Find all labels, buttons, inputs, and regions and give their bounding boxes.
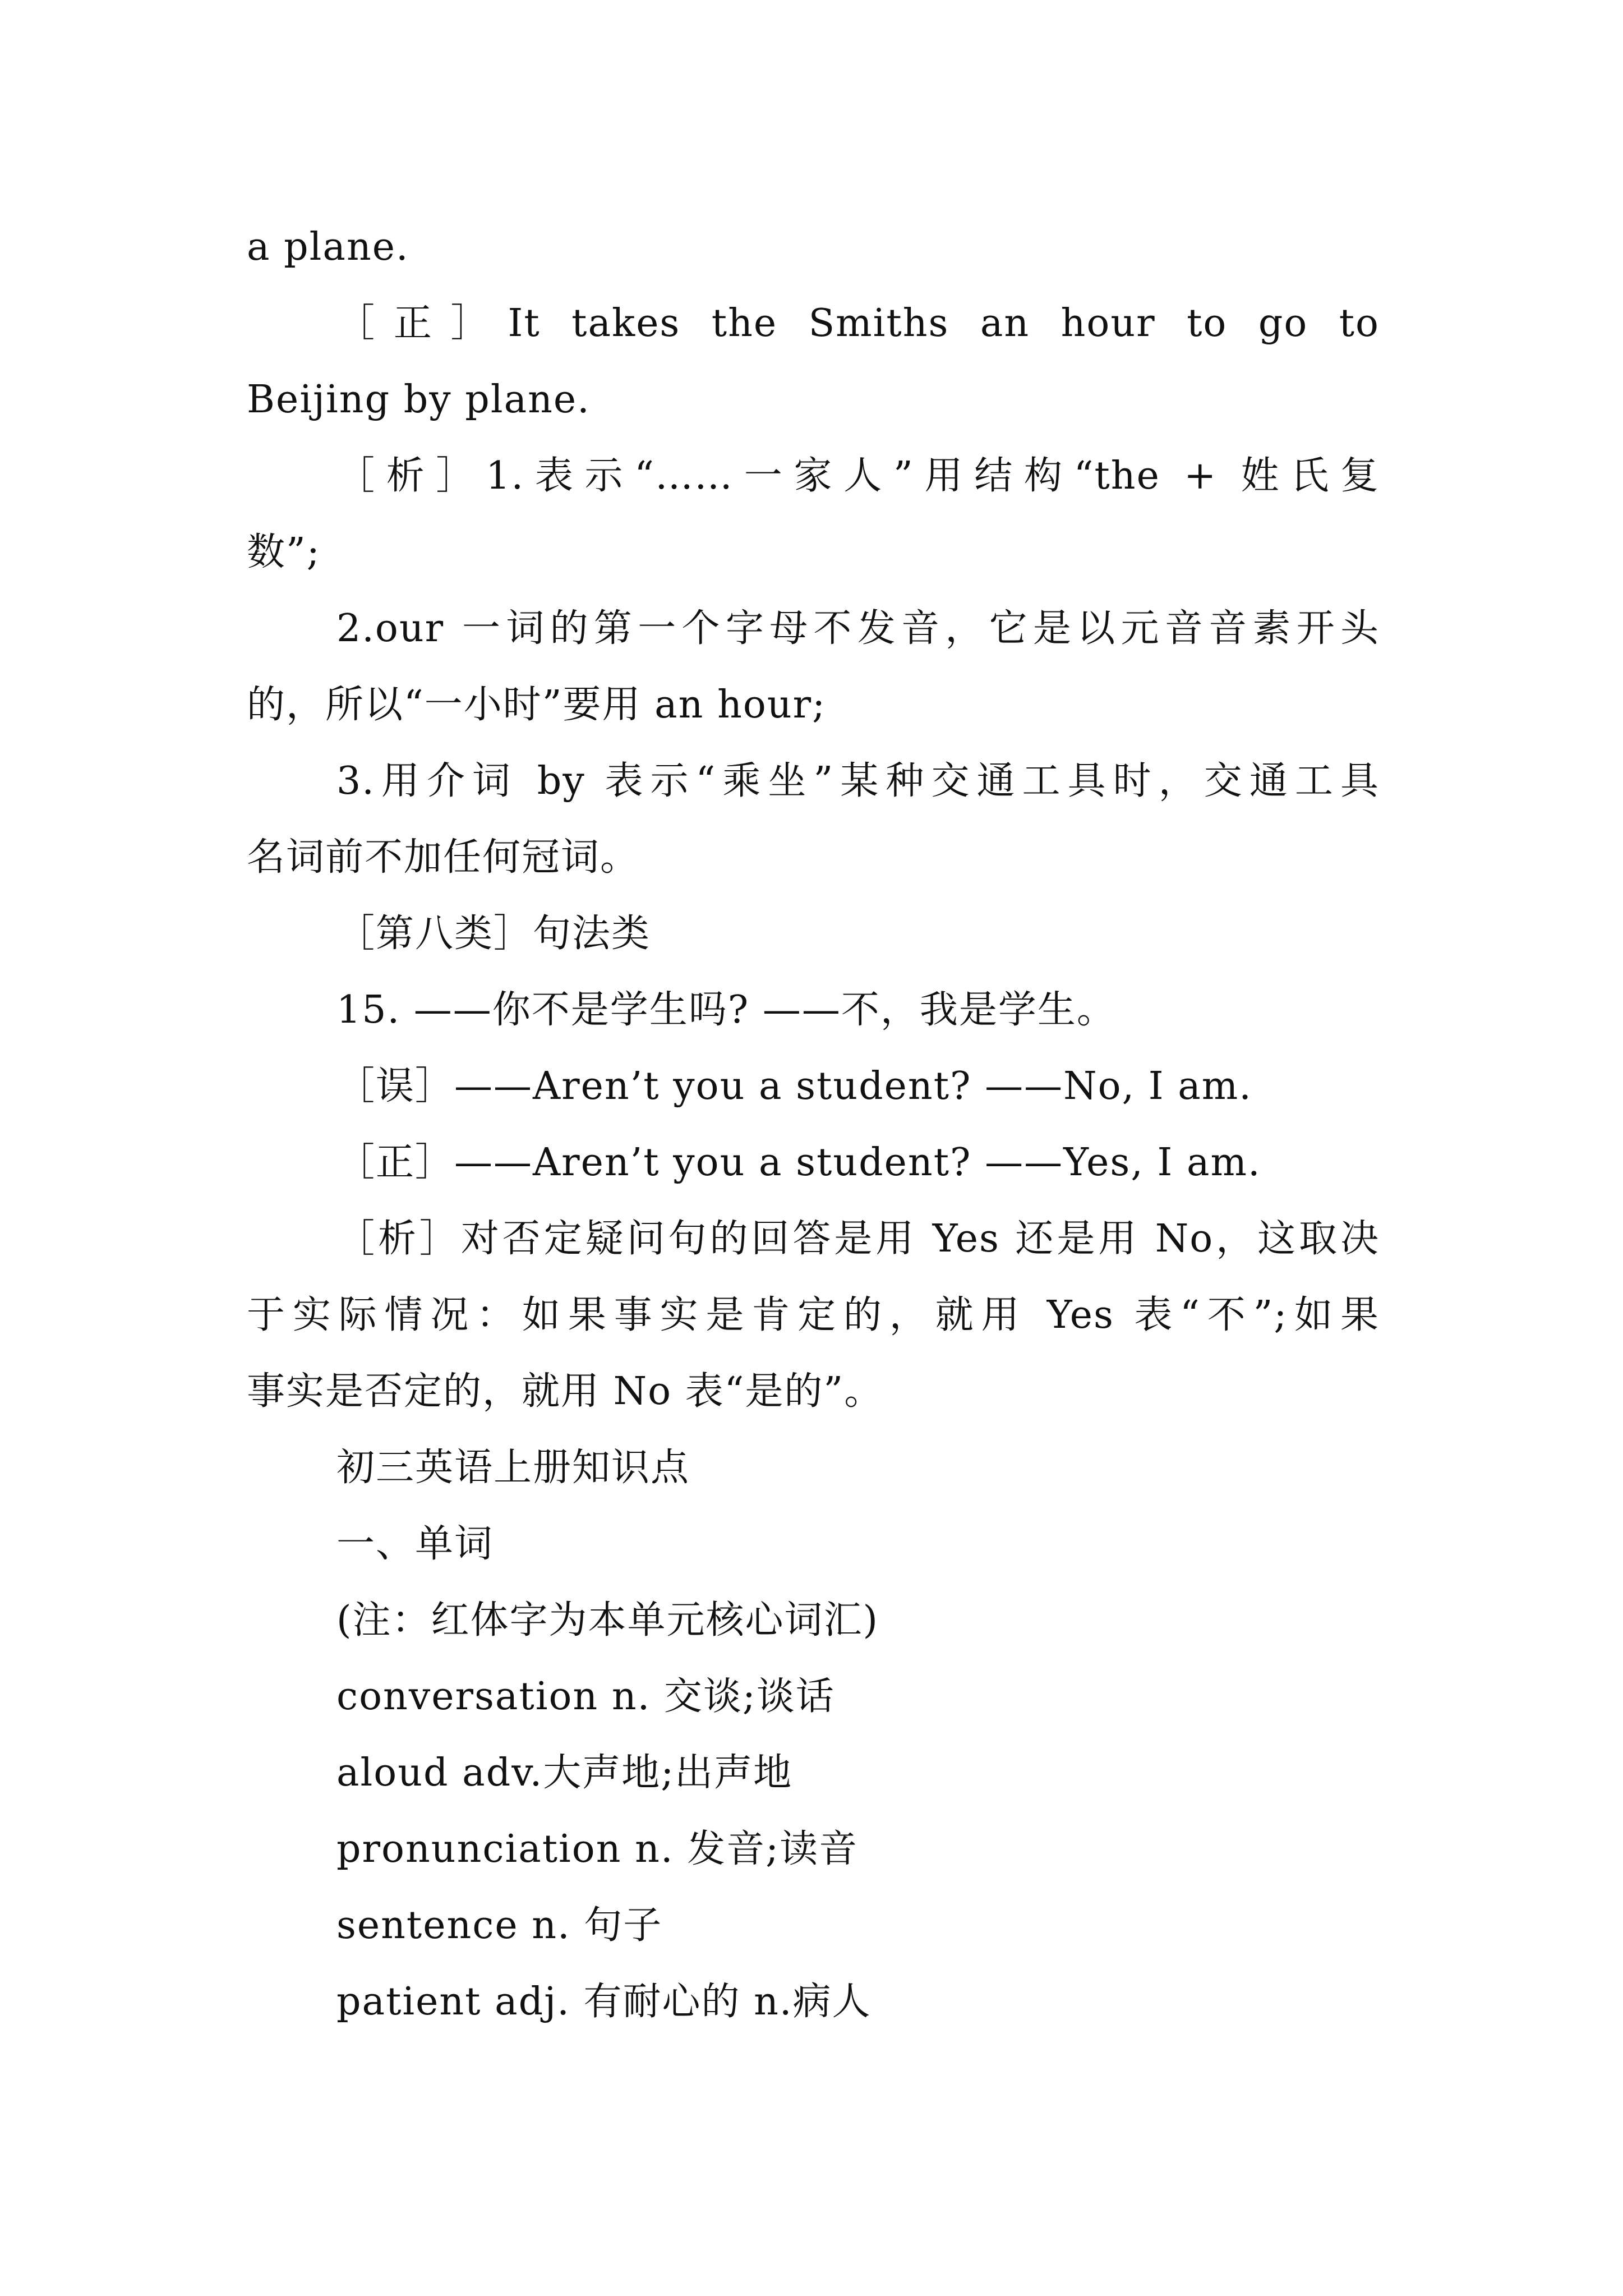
section-heading: ［第八类］句法类 bbox=[336, 912, 651, 956]
vocab-entry: patient adj. 有耐心的 n.病人 bbox=[336, 1980, 872, 2024]
text-line: ［正］It takes the Smiths an hour to go to bbox=[336, 301, 1380, 346]
text-line: 于实际情况：如果事实是肯定的，就用 Yes 表“不”;如果 bbox=[247, 1293, 1380, 1337]
text-line: 数”; bbox=[247, 530, 321, 574]
text-line: 15. ——你不是学生吗? ——不，我是学生。 bbox=[336, 988, 1116, 1032]
text-line: Beijing by plane. bbox=[247, 378, 591, 422]
text-line: ［析］对否定疑问句的回答是用 Yes 还是用 No，这取决 bbox=[336, 1217, 1380, 1261]
text-line: a plane. bbox=[247, 225, 409, 269]
section-heading: 一、单词 bbox=[336, 1522, 494, 1566]
text-line: 3.用介词 by 表示“乘坐”某种交通工具时，交通工具 bbox=[336, 759, 1380, 803]
text-line: ［误］——Aren’t you a student? ——No, I am. bbox=[336, 1064, 1252, 1108]
note-line: (注：红体字为本单元核心词汇) bbox=[336, 1598, 879, 1642]
vocab-entry: conversation n. 交谈;谈话 bbox=[336, 1674, 835, 1719]
vocab-entry: sentence n. 句子 bbox=[336, 1903, 663, 1948]
text-line: ［析］1.表示“……一家人”用结构“the + 姓氏复 bbox=[336, 454, 1380, 498]
text-line: 名词前不加任何冠词。 bbox=[247, 835, 640, 880]
vocab-entry: aloud adv.大声地;出声地 bbox=[336, 1751, 793, 1795]
text-line: 事实是否定的，就用 No 表“是的”。 bbox=[247, 1369, 884, 1414]
text-line: 2.our 一词的第一个字母不发音，它是以元音音素开头 bbox=[336, 606, 1380, 651]
section-heading: 初三英语上册知识点 bbox=[336, 1446, 690, 1490]
text-line: 的，所以“一小时”要用 an hour; bbox=[247, 683, 827, 727]
vocab-entry: pronunciation n. 发音;读音 bbox=[336, 1827, 859, 1871]
text-line: ［正］——Aren’t you a student? ——Yes, I am. bbox=[336, 1140, 1261, 1185]
